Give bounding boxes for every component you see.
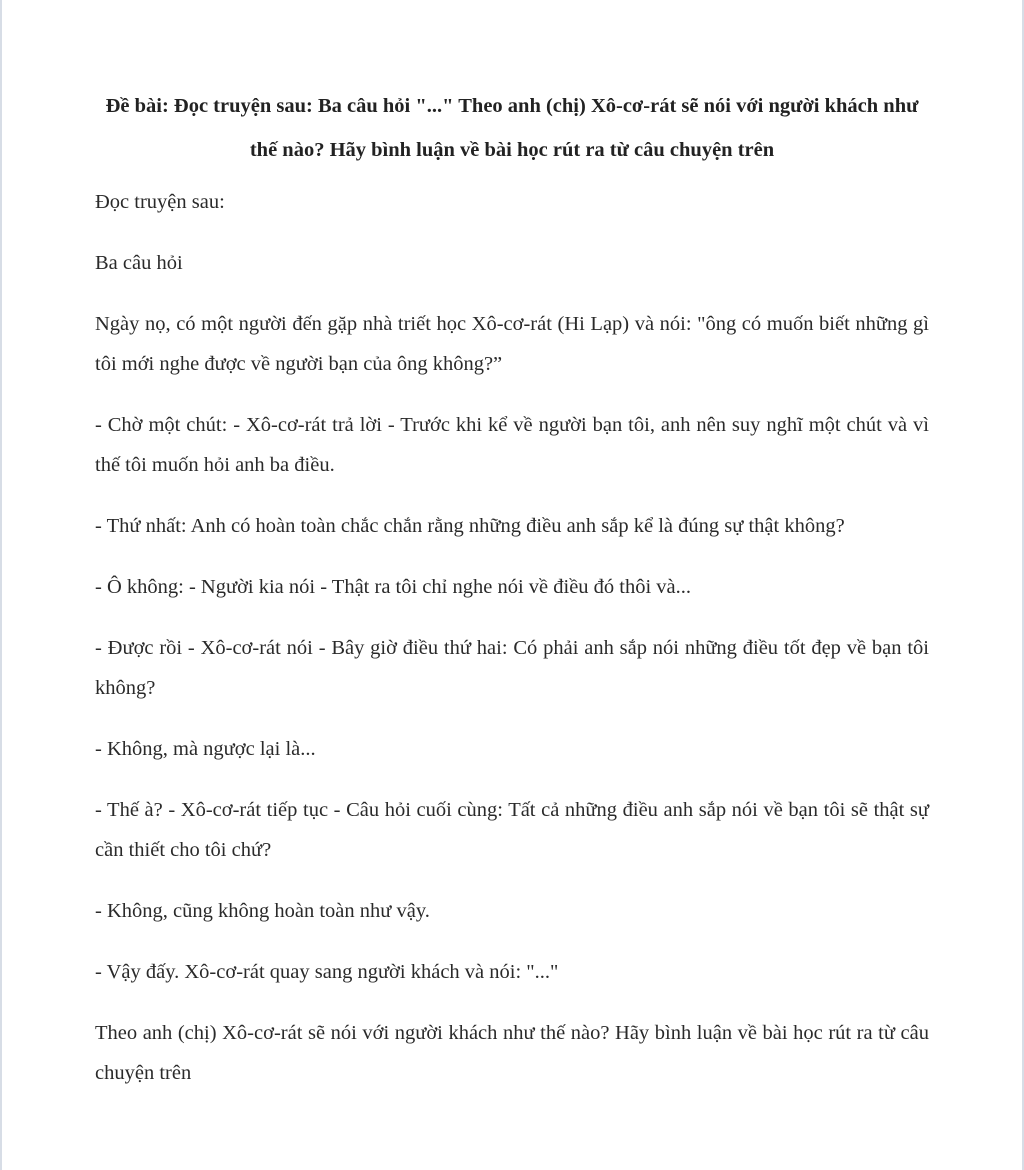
paragraph: - Chờ một chút: - Xô-cơ-rát trả lời - Trước khi kể về người bạn tôi, anh nên suy nghĩ một chút và vì thế tôi muốn hỏi anh ba điều. [95,414,929,476]
paragraph: - Không, mà ngược lại là... [95,738,316,760]
paragraph: - Thứ nhất: Anh có hoàn toàn chắc chắn rằng những điều anh sắp kể là đúng sự thật không? [95,515,845,537]
document-title: Đề bài: Đọc truyện sau: Ba câu hỏi "..." Theo anh (chị) Xô-cơ-rát sẽ nói với người khách như thế nào? Hãy bình luận về bài học rút ra từ câu chuyện trên [105,95,919,161]
paragraph: - Vậy đấy. Xô-cơ-rát quay sang người khách và nói: "..." [95,961,559,983]
paragraph-question: Theo anh (chị) Xô-cơ-rát sẽ nói với người khách như thế nào? Hãy bình luận về bài học rút ra từ câu chuyện trên [95,1022,929,1084]
paragraph: - Thế à? - Xô-cơ-rát tiếp tục - Câu hỏi cuối cùng: Tất cả những điều anh sắp nói về bạn tôi sẽ thật sự cần thiết cho tôi chứ? [95,799,929,861]
paragraph: - Không, cũng không hoàn toàn như vậy. [95,900,430,922]
paragraph: Ngày nọ, có một người đến gặp nhà triết học Xô-cơ-rát (Hi Lạp) và nói: "ông có muốn biết những gì tôi mới nghe được về người bạn của ông không?” [95,313,929,375]
page-border-left [0,0,2,1170]
paragraph: - Ô không: - Người kia nói - Thật ra tôi chỉ nghe nói về điều đó thôi và... [95,576,692,598]
paragraph-story-title: Ba câu hỏi [95,252,183,274]
paragraph: - Được rồi - Xô-cơ-rát nói - Bây giờ điều thứ hai: Có phải anh sắp nói những điều tốt đẹp về bạn tôi không? [95,637,929,699]
document-body [95,84,929,1114]
paragraph-intro: Đọc truyện sau: [95,191,225,213]
